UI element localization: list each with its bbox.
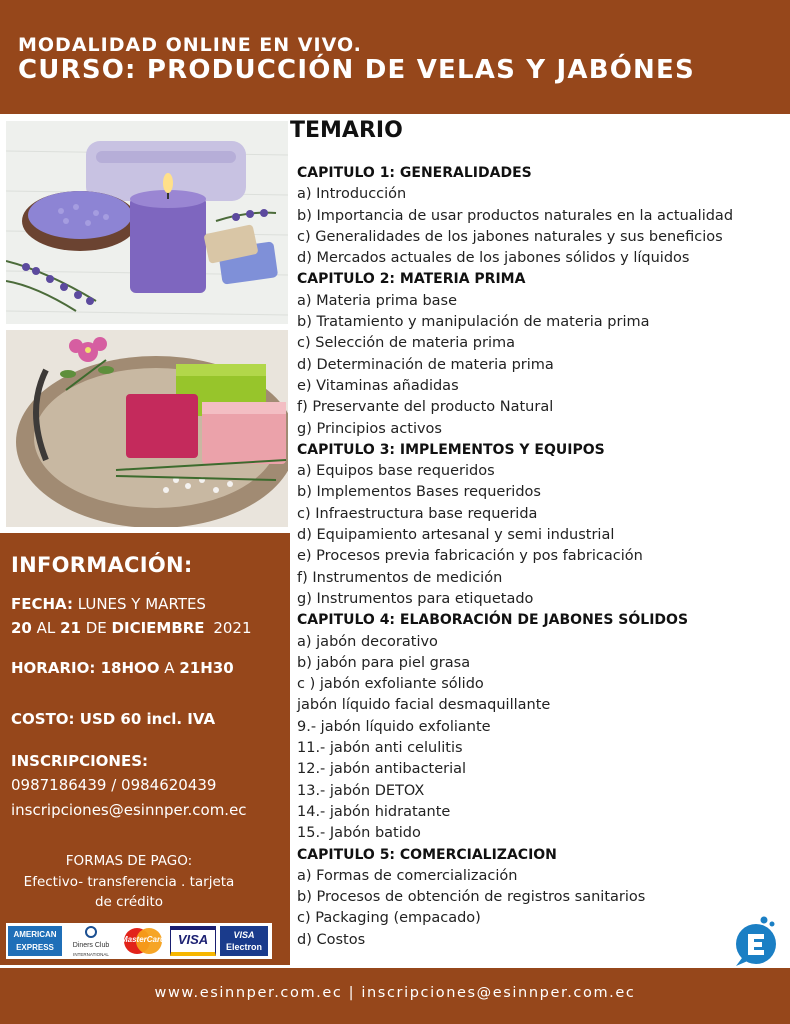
syllabus-item: f) Preservante del producto Natural bbox=[297, 399, 554, 416]
syllabus-item: b) Implementos Bases requeridos bbox=[297, 484, 541, 501]
fecha-days: LUNES Y MARTES bbox=[77, 595, 206, 613]
date-de: DE bbox=[85, 619, 107, 637]
amex-line-2: EXPRESS bbox=[16, 943, 54, 952]
payment-line-2: de crédito bbox=[94, 894, 164, 910]
syllabus-item: 14.- jabón hidratante bbox=[297, 803, 451, 820]
date-year: 2021 bbox=[213, 619, 252, 637]
syllabus-item: a) Formas de comercialización bbox=[297, 867, 518, 884]
footer-links[interactable]: www.esinnper.com.ec | inscripciones@esinnper.com.ec bbox=[154, 985, 636, 1001]
visa-electron-line-2: Electron bbox=[225, 942, 262, 952]
syllabus-chapter-heading: CAPITULO 2: MATERIA PRIMA bbox=[297, 271, 526, 288]
syllabus-chapter-heading: CAPITULO 3: IMPLEMENTOS Y EQUIPOS bbox=[297, 441, 605, 458]
diners-circle-icon bbox=[84, 926, 98, 938]
temario-heading: TEMARIO bbox=[290, 118, 403, 143]
horario-label: HORARIO: 18HOO bbox=[11, 659, 160, 677]
syllabus-chapter-heading: CAPITULO 4: ELABORACIÓN DE JABONES SÓLIDOS bbox=[297, 612, 689, 629]
syllabus-item: a) Equipos base requeridos bbox=[297, 463, 495, 480]
syllabus-list bbox=[297, 163, 767, 951]
syllabus-item: c) Infraestructura base requerida bbox=[297, 505, 538, 522]
syllabus-item: g) Instrumentos para etiquetado bbox=[297, 590, 534, 607]
information-heading: INFORMACIÓN: bbox=[11, 553, 193, 577]
horario-end: 21H30 bbox=[179, 659, 234, 677]
date-month: DICIEMBRE bbox=[111, 619, 205, 637]
syllabus-item: d) Mercados actuales de los jabones sólidos y líquidos bbox=[297, 250, 690, 267]
syllabus-item: b) jabón para piel grasa bbox=[297, 654, 471, 671]
visa-electron-line-1: VISA bbox=[233, 930, 255, 940]
syllabus-item: c) Generalidades de los jabones naturales y sus beneficios bbox=[297, 228, 723, 245]
date-al: AL bbox=[36, 619, 56, 637]
syllabus-item: a) Materia prima base bbox=[297, 292, 458, 309]
visa-electron-card-icon bbox=[220, 926, 268, 956]
inscripciones-label: INSCRIPCIONES: bbox=[11, 752, 149, 770]
payment-cards-strip bbox=[6, 923, 272, 959]
visa-label: VISA bbox=[177, 932, 209, 947]
payment-heading: FORMAS DE PAGO: bbox=[65, 853, 193, 869]
syllabus-item: d) Costos bbox=[297, 931, 366, 948]
fecha-label: FECHA: bbox=[11, 595, 73, 613]
syllabus-item: c ) jabón exfoliante sólido bbox=[297, 676, 484, 693]
syllabus-item: c) Packaging (empacado) bbox=[297, 910, 481, 927]
esinnper-logo-icon bbox=[734, 912, 778, 968]
visa-card-icon bbox=[170, 926, 216, 956]
fecha-days-row bbox=[11, 595, 206, 613]
mastercard-label: MasterCard bbox=[120, 935, 165, 944]
syllabus-item: 11.- jabón anti celulitis bbox=[297, 740, 463, 757]
horario-row bbox=[11, 659, 234, 677]
header-banner bbox=[0, 0, 790, 114]
inscripciones-phones: 0987186439 / 0984620439 bbox=[11, 776, 217, 794]
amex-line-1: AMERICAN bbox=[13, 930, 57, 939]
syllabus-item: d) Equipamiento artesanal y semi industrial bbox=[297, 527, 615, 544]
syllabus-item: 9.- jabón líquido exfoliante bbox=[297, 718, 491, 735]
syllabus-item: b) Tratamiento y manipulación de materia prima bbox=[297, 314, 650, 331]
date-end: 21 bbox=[60, 619, 81, 637]
syllabus-chapter-heading: CAPITULO 5: COMERCIALIZACION bbox=[297, 846, 557, 863]
diners-line-2: INTERNATIONAL bbox=[73, 952, 109, 957]
syllabus-item: d) Determinación de materia prima bbox=[297, 356, 554, 373]
syllabus-item: b) Importancia de usar productos naturales en la actualidad bbox=[297, 207, 734, 224]
diners-line-1: Diners Club bbox=[72, 942, 110, 949]
syllabus-chapter-heading: CAPITULO 1: GENERALIDADES bbox=[297, 165, 532, 181]
syllabus-item: b) Procesos de obtención de registros sanitarios bbox=[297, 889, 646, 906]
syllabus-item: c) Selección de materia prima bbox=[297, 335, 515, 352]
syllabus-item: e) Procesos previa fabricación y pos fabricación bbox=[297, 548, 643, 565]
footer-bar bbox=[0, 968, 790, 1024]
syllabus-item: a) jabón decorativo bbox=[297, 633, 438, 650]
fecha-date-row bbox=[11, 619, 252, 637]
mastercard-card-icon bbox=[118, 926, 168, 956]
syllabus-item: a) Introducción bbox=[297, 186, 407, 203]
header-modality: MODALIDAD ONLINE EN VIVO. bbox=[18, 34, 362, 56]
syllabus-item: e) Vitaminas añadidas bbox=[297, 377, 459, 394]
candle-lavender-photo bbox=[6, 121, 288, 324]
soaps-tray-photo bbox=[6, 330, 288, 527]
payment-line-1: Efectivo- transferencia . tarjeta bbox=[23, 874, 235, 890]
syllabus-item: 12.- jabón antibacterial bbox=[297, 761, 467, 778]
amex-card-icon bbox=[8, 926, 62, 956]
costo-row: COSTO: USD 60 incl. IVA bbox=[11, 710, 216, 728]
diners-club-card-icon bbox=[66, 926, 116, 956]
inscripciones-email[interactable]: inscripciones@esinnper.com.ec bbox=[11, 801, 247, 819]
syllabus-item: 15.- Jabón batido bbox=[297, 825, 421, 842]
syllabus-item: f) Instrumentos de medición bbox=[297, 569, 503, 586]
syllabus-item: g) Principios activos bbox=[297, 420, 442, 437]
horario-a: A bbox=[164, 659, 175, 677]
date-start: 20 bbox=[11, 619, 32, 637]
information-panel bbox=[0, 533, 290, 965]
syllabus-item: jabón líquido facial desmaquillante bbox=[297, 697, 551, 714]
header-course-title: CURSO: PRODUCCIÓN DE VELAS Y JABÓNES bbox=[18, 55, 695, 85]
syllabus-item: 13.- jabón DETOX bbox=[297, 782, 425, 799]
